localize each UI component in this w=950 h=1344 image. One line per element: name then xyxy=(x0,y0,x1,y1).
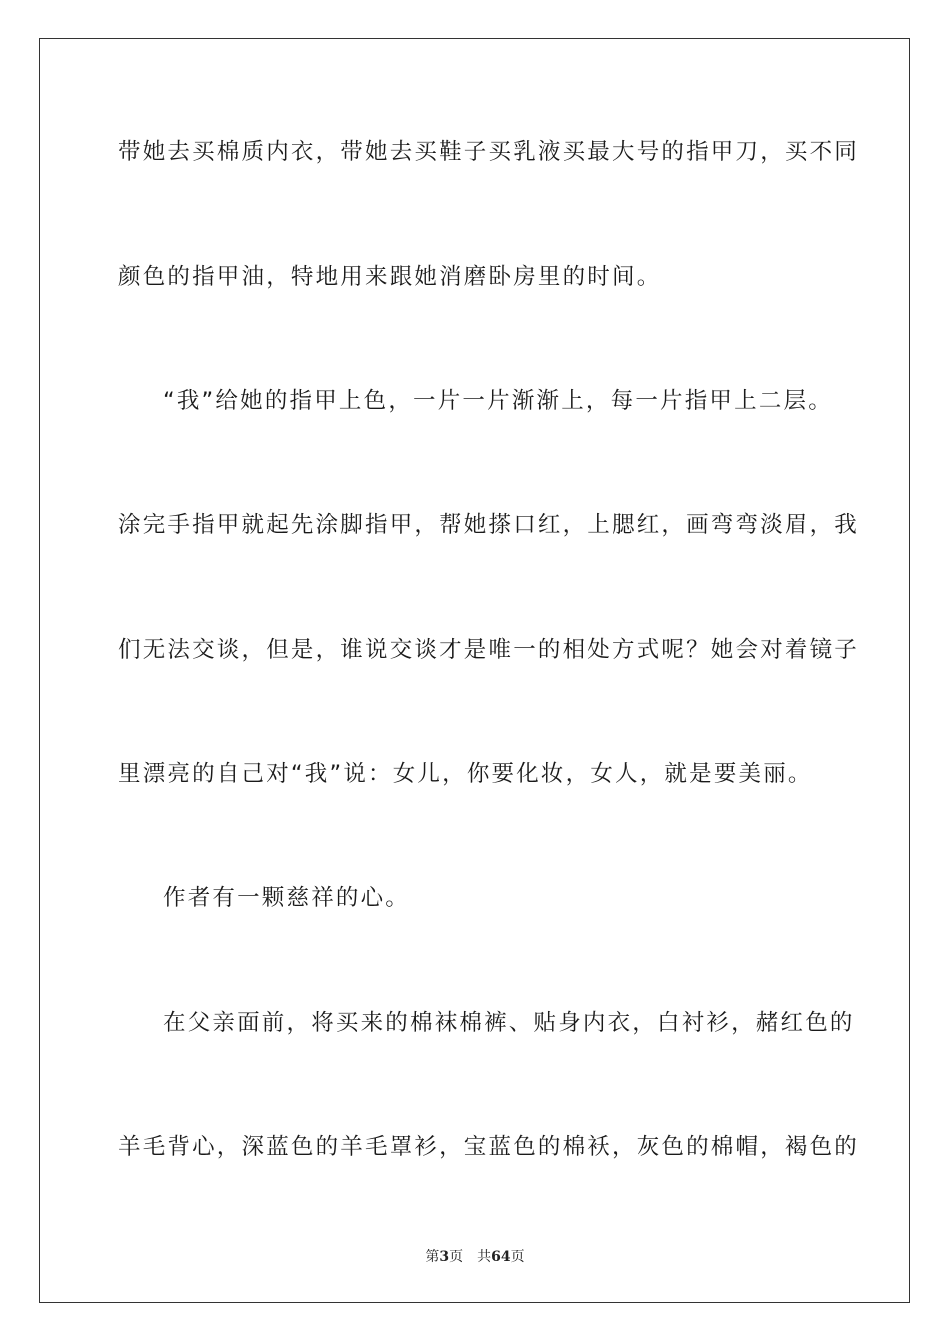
page-current: 3 xyxy=(439,1249,450,1265)
page-total: 64 xyxy=(491,1249,511,1265)
page-footer xyxy=(0,1248,950,1266)
page-suffix: 页 xyxy=(449,1249,464,1265)
body-line-8: 在父亲面前，将买来的棉袜棉裤、贴身内衣，白衬衫，赭红色的 xyxy=(163,1010,855,1036)
page-prefix: 第 xyxy=(425,1249,440,1265)
body-line-9: 羊毛背心，深蓝色的羊毛罩衫，宝蓝色的棉袄，灰色的棉帽，褐色的 xyxy=(118,1134,860,1160)
body-line-6: 里漂亮的自己对“我”说：女儿，你要化妆，女人，就是要美丽。 xyxy=(118,761,813,787)
body-line-5: 们无法交谈，但是，谁说交谈才是唯一的相处方式呢？她会对着镜子 xyxy=(118,637,860,663)
body-line-1: 带她去买棉质内衣，带她去买鞋子买乳液买最大号的指甲刀，买不同 xyxy=(118,139,860,165)
body-line-4: 涂完手指甲就起先涂脚指甲，帮她搽口红，上腮红，画弯弯淡眉，我 xyxy=(118,512,860,538)
page-border xyxy=(39,38,910,1303)
body-line-7: 作者有一颗慈祥的心。 xyxy=(163,885,411,911)
body-line-2: 颜色的指甲油，特地用来跟她消磨卧房里的时间。 xyxy=(118,264,662,290)
total-prefix: 共 xyxy=(477,1249,492,1265)
total-suffix: 页 xyxy=(510,1249,525,1265)
body-line-3: “我”给她的指甲上色，一片一片渐渐上，每一片指甲上二层。 xyxy=(163,388,833,414)
